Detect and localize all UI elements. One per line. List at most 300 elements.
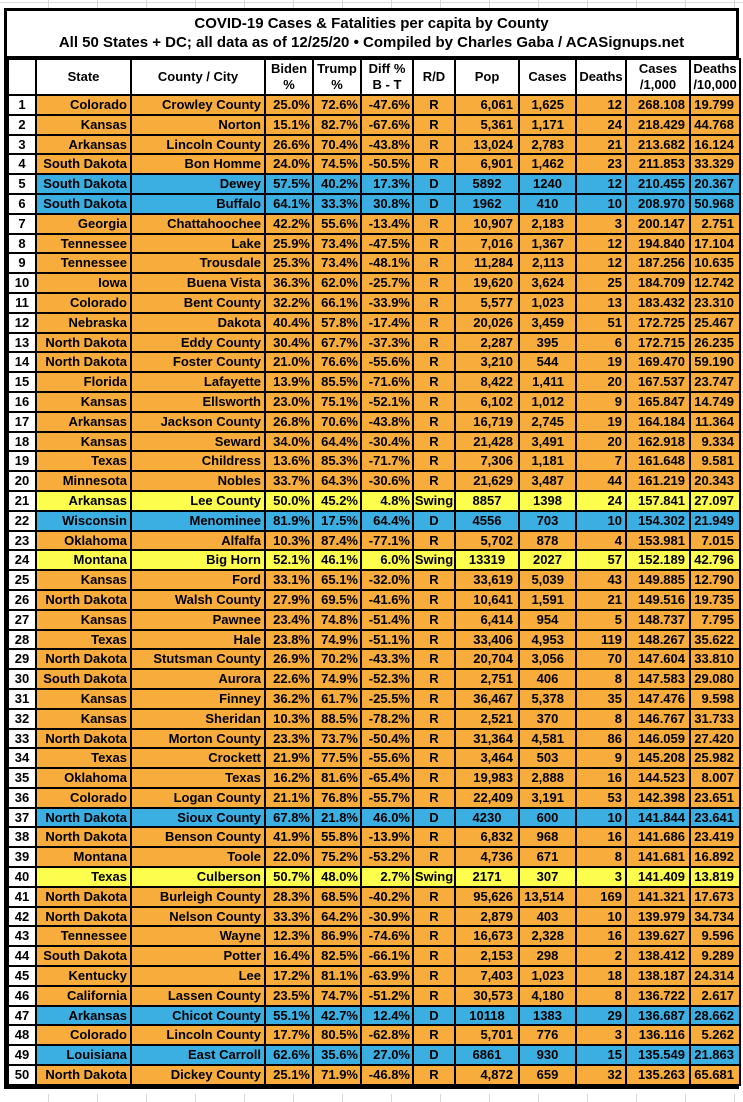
cases-per-1000-cell[interactable]: 184.709 (626, 273, 690, 293)
cases-cell[interactable]: 930 (519, 1045, 576, 1065)
diff-pct-cell[interactable]: -67.6% (361, 115, 413, 135)
party-cell[interactable]: R (413, 293, 455, 313)
diff-pct-cell[interactable]: -37.3% (361, 333, 413, 353)
cases-per-1000-cell[interactable]: 149.885 (626, 570, 690, 590)
deaths-per-10000-cell[interactable]: 27.420 (690, 729, 740, 749)
state-cell[interactable]: Tennessee (36, 234, 131, 254)
row-number[interactable]: 30 (8, 669, 36, 689)
row-number[interactable]: 35 (8, 768, 36, 788)
deaths-cell[interactable]: 25 (576, 273, 626, 293)
deaths-per-10000-cell[interactable]: 9.581 (690, 451, 740, 471)
deaths-cell[interactable]: 23 (576, 154, 626, 174)
pop-cell[interactable]: 20,704 (455, 649, 519, 669)
biden-pct-cell[interactable]: 33.1% (265, 570, 313, 590)
county-cell[interactable]: Big Horn (131, 550, 265, 570)
party-cell[interactable]: R (413, 966, 455, 986)
deaths-cell[interactable]: 2 (576, 946, 626, 966)
trump-pct-cell[interactable]: 85.5% (313, 372, 361, 392)
trump-pct-cell[interactable]: 40.2% (313, 174, 361, 194)
cases-per-1000-cell[interactable]: 194.840 (626, 234, 690, 254)
diff-pct-cell[interactable]: -41.6% (361, 590, 413, 610)
state-cell[interactable]: Kansas (36, 570, 131, 590)
diff-pct-cell[interactable]: -51.4% (361, 610, 413, 630)
row-number[interactable]: 40 (8, 867, 36, 887)
deaths-per-10000-cell[interactable]: 17.104 (690, 234, 740, 254)
trump-pct-cell[interactable]: 72.6% (313, 95, 361, 115)
cases-cell[interactable]: 2,745 (519, 412, 576, 432)
cases-per-1000-cell[interactable]: 154.302 (626, 511, 690, 531)
cases-cell[interactable]: 3,191 (519, 788, 576, 808)
pop-cell[interactable]: 8,422 (455, 372, 519, 392)
diff-pct-cell[interactable]: -48.1% (361, 253, 413, 273)
state-cell[interactable]: Kansas (36, 689, 131, 709)
state-cell[interactable]: Oklahoma (36, 768, 131, 788)
trump-pct-cell[interactable]: 74.7% (313, 986, 361, 1006)
diff-pct-cell[interactable]: -66.1% (361, 946, 413, 966)
county-cell[interactable]: Lake (131, 234, 265, 254)
deaths-per-10000-cell[interactable]: 2.751 (690, 214, 740, 234)
cases-cell[interactable]: 878 (519, 531, 576, 551)
deaths-per-10000-cell[interactable]: 7.015 (690, 531, 740, 551)
county-cell[interactable]: Burleigh County (131, 887, 265, 907)
trump-pct-cell[interactable]: 17.5% (313, 511, 361, 531)
deaths-per-10000-cell[interactable]: 9.289 (690, 946, 740, 966)
county-cell[interactable]: Foster County (131, 352, 265, 372)
diff-pct-cell[interactable]: -47.6% (361, 95, 413, 115)
pop-cell[interactable]: 8857 (455, 491, 519, 511)
row-number[interactable]: 10 (8, 273, 36, 293)
cases-cell[interactable]: 410 (519, 194, 576, 214)
county-cell[interactable]: Bent County (131, 293, 265, 313)
deaths-cell[interactable]: 10 (576, 907, 626, 927)
deaths-per-10000-cell[interactable]: 23.651 (690, 788, 740, 808)
row-number[interactable]: 14 (8, 352, 36, 372)
cases-cell[interactable]: 1383 (519, 1006, 576, 1026)
row-number[interactable]: 1 (8, 95, 36, 115)
row-number[interactable]: 26 (8, 590, 36, 610)
cases-cell[interactable]: 3,459 (519, 313, 576, 333)
county-cell[interactable]: Benson County (131, 827, 265, 847)
biden-pct-cell[interactable]: 40.4% (265, 313, 313, 333)
state-cell[interactable]: California (36, 986, 131, 1006)
trump-pct-cell[interactable]: 21.8% (313, 808, 361, 828)
cases-per-1000-cell[interactable]: 147.604 (626, 649, 690, 669)
deaths-per-10000-cell[interactable]: 25.467 (690, 313, 740, 333)
biden-pct-cell[interactable]: 33.7% (265, 471, 313, 491)
county-cell[interactable]: Dewey (131, 174, 265, 194)
deaths-cell[interactable]: 12 (576, 95, 626, 115)
trump-pct-cell[interactable]: 65.1% (313, 570, 361, 590)
party-cell[interactable]: R (413, 1065, 455, 1085)
trump-pct-cell[interactable]: 76.6% (313, 352, 361, 372)
biden-pct-cell[interactable]: 21.1% (265, 788, 313, 808)
party-cell[interactable]: D (413, 808, 455, 828)
biden-pct-cell[interactable]: 50.7% (265, 867, 313, 887)
pop-cell[interactable]: 2,751 (455, 669, 519, 689)
trump-pct-cell[interactable]: 33.3% (313, 194, 361, 214)
county-cell[interactable]: Dickey County (131, 1065, 265, 1085)
trump-pct-cell[interactable]: 88.5% (313, 709, 361, 729)
row-number[interactable]: 3 (8, 135, 36, 155)
state-cell[interactable]: North Dakota (36, 907, 131, 927)
deaths-per-10000-cell[interactable]: 10.635 (690, 253, 740, 273)
deaths-per-10000-cell[interactable]: 9.334 (690, 432, 740, 452)
county-cell[interactable]: Culberson (131, 867, 265, 887)
deaths-per-10000-cell[interactable]: 21.863 (690, 1045, 740, 1065)
deaths-per-10000-cell[interactable]: 65.681 (690, 1065, 740, 1085)
trump-pct-cell[interactable]: 74.9% (313, 630, 361, 650)
county-cell[interactable]: Trousdale (131, 253, 265, 273)
row-number[interactable]: 12 (8, 313, 36, 333)
cases-cell[interactable]: 954 (519, 610, 576, 630)
diff-pct-cell[interactable]: -47.5% (361, 234, 413, 254)
biden-pct-cell[interactable]: 33.3% (265, 907, 313, 927)
biden-pct-cell[interactable]: 10.3% (265, 709, 313, 729)
deaths-cell[interactable]: 29 (576, 1006, 626, 1026)
deaths-per-10000-cell[interactable]: 7.795 (690, 610, 740, 630)
county-cell[interactable]: Lincoln County (131, 135, 265, 155)
pop-cell[interactable]: 4556 (455, 511, 519, 531)
cases-per-1000-cell[interactable]: 161.648 (626, 451, 690, 471)
biden-pct-cell[interactable]: 21.0% (265, 352, 313, 372)
biden-pct-cell[interactable]: 25.1% (265, 1065, 313, 1085)
deaths-per-10000-cell[interactable]: 35.622 (690, 630, 740, 650)
cases-per-1000-cell[interactable]: 157.841 (626, 491, 690, 511)
pop-cell[interactable]: 6,832 (455, 827, 519, 847)
cases-cell[interactable]: 1,023 (519, 966, 576, 986)
pop-cell[interactable]: 5892 (455, 174, 519, 194)
state-cell[interactable]: Oklahoma (36, 531, 131, 551)
diff-pct-cell[interactable]: -52.3% (361, 669, 413, 689)
pop-cell[interactable]: 4230 (455, 808, 519, 828)
cases-cell[interactable]: 3,624 (519, 273, 576, 293)
state-cell[interactable]: Kansas (36, 392, 131, 412)
trump-pct-cell[interactable]: 87.4% (313, 531, 361, 551)
deaths-cell[interactable]: 7 (576, 451, 626, 471)
diff-pct-cell[interactable]: -25.7% (361, 273, 413, 293)
row-number[interactable]: 37 (8, 808, 36, 828)
row-number[interactable]: 49 (8, 1045, 36, 1065)
diff-pct-cell[interactable]: -52.1% (361, 392, 413, 412)
diff-pct-cell[interactable]: -74.6% (361, 926, 413, 946)
deaths-per-10000-cell[interactable]: 33.810 (690, 649, 740, 669)
cases-cell[interactable]: 1,181 (519, 451, 576, 471)
county-cell[interactable]: Texas (131, 768, 265, 788)
row-number[interactable]: 8 (8, 234, 36, 254)
row-number[interactable]: 33 (8, 729, 36, 749)
deaths-per-10000-cell[interactable]: 42.796 (690, 550, 740, 570)
trump-pct-cell[interactable]: 46.1% (313, 550, 361, 570)
cases-cell[interactable]: 1,012 (519, 392, 576, 412)
state-cell[interactable]: Tennessee (36, 253, 131, 273)
party-cell[interactable]: R (413, 729, 455, 749)
deaths-cell[interactable]: 15 (576, 1045, 626, 1065)
county-cell[interactable]: Sioux County (131, 808, 265, 828)
state-cell[interactable]: Montana (36, 550, 131, 570)
deaths-cell[interactable]: 35 (576, 689, 626, 709)
deaths-cell[interactable]: 10 (576, 808, 626, 828)
trump-pct-cell[interactable]: 74.9% (313, 669, 361, 689)
diff-pct-cell[interactable]: 64.4% (361, 511, 413, 531)
deaths-cell[interactable]: 6 (576, 333, 626, 353)
trump-pct-cell[interactable]: 82.7% (313, 115, 361, 135)
cases-per-1000-cell[interactable]: 208.970 (626, 194, 690, 214)
pop-cell[interactable]: 33,619 (455, 570, 519, 590)
cases-per-1000-cell[interactable]: 218.429 (626, 115, 690, 135)
county-cell[interactable]: Lee County (131, 491, 265, 511)
diff-pct-cell[interactable]: -32.0% (361, 570, 413, 590)
trump-pct-cell[interactable]: 85.3% (313, 451, 361, 471)
cases-per-1000-cell[interactable]: 167.537 (626, 372, 690, 392)
county-cell[interactable]: East Carroll (131, 1045, 265, 1065)
row-number[interactable]: 50 (8, 1065, 36, 1085)
trump-pct-cell[interactable]: 81.1% (313, 966, 361, 986)
pop-cell[interactable]: 16,719 (455, 412, 519, 432)
biden-pct-cell[interactable]: 24.0% (265, 154, 313, 174)
deaths-cell[interactable]: 19 (576, 352, 626, 372)
biden-pct-cell[interactable]: 13.6% (265, 451, 313, 471)
cases-per-1000-cell[interactable]: 147.583 (626, 669, 690, 689)
state-cell[interactable]: Kansas (36, 610, 131, 630)
county-cell[interactable]: Bon Homme (131, 154, 265, 174)
row-number[interactable]: 20 (8, 471, 36, 491)
diff-pct-cell[interactable]: -43.8% (361, 135, 413, 155)
cases-cell[interactable]: 2,183 (519, 214, 576, 234)
trump-pct-cell[interactable]: 62.0% (313, 273, 361, 293)
cases-cell[interactable]: 968 (519, 827, 576, 847)
cases-per-1000-cell[interactable]: 136.722 (626, 986, 690, 1006)
party-cell[interactable]: R (413, 590, 455, 610)
row-number[interactable]: 22 (8, 511, 36, 531)
cases-cell[interactable]: 1,171 (519, 115, 576, 135)
party-cell[interactable]: R (413, 986, 455, 1006)
state-cell[interactable]: Texas (36, 451, 131, 471)
party-cell[interactable]: R (413, 531, 455, 551)
trump-pct-cell[interactable]: 42.7% (313, 1006, 361, 1026)
state-cell[interactable]: Arkansas (36, 491, 131, 511)
diff-pct-cell[interactable]: 6.0% (361, 550, 413, 570)
biden-pct-cell[interactable]: 21.9% (265, 748, 313, 768)
deaths-cell[interactable]: 3 (576, 1025, 626, 1045)
pop-cell[interactable]: 10,907 (455, 214, 519, 234)
cases-cell[interactable]: 395 (519, 333, 576, 353)
deaths-per-10000-cell[interactable]: 23.747 (690, 372, 740, 392)
pop-cell[interactable]: 19,983 (455, 768, 519, 788)
deaths-per-10000-cell[interactable]: 44.768 (690, 115, 740, 135)
cases-per-1000-cell[interactable]: 164.184 (626, 412, 690, 432)
county-cell[interactable]: Morton County (131, 729, 265, 749)
cases-per-1000-cell[interactable]: 141.409 (626, 867, 690, 887)
cases-per-1000-cell[interactable]: 200.147 (626, 214, 690, 234)
deaths-cell[interactable]: 169 (576, 887, 626, 907)
county-cell[interactable]: Chattahoochee (131, 214, 265, 234)
state-cell[interactable]: Kansas (36, 115, 131, 135)
cases-per-1000-cell[interactable]: 141.686 (626, 827, 690, 847)
county-cell[interactable]: Jackson County (131, 412, 265, 432)
deaths-per-10000-cell[interactable]: 28.662 (690, 1006, 740, 1026)
deaths-per-10000-cell[interactable]: 21.949 (690, 511, 740, 531)
party-cell[interactable]: R (413, 1025, 455, 1045)
deaths-cell[interactable]: 10 (576, 194, 626, 214)
county-cell[interactable]: Toole (131, 847, 265, 867)
trump-pct-cell[interactable]: 75.1% (313, 392, 361, 412)
deaths-per-10000-cell[interactable]: 9.598 (690, 689, 740, 709)
cases-per-1000-cell[interactable]: 145.208 (626, 748, 690, 768)
cases-cell[interactable]: 2027 (519, 550, 576, 570)
county-cell[interactable]: Seward (131, 432, 265, 452)
biden-pct-cell[interactable]: 26.6% (265, 135, 313, 155)
trump-pct-cell[interactable]: 86.9% (313, 926, 361, 946)
trump-pct-cell[interactable]: 81.6% (313, 768, 361, 788)
trump-pct-cell[interactable]: 73.7% (313, 729, 361, 749)
party-cell[interactable]: R (413, 234, 455, 254)
pop-cell[interactable]: 5,577 (455, 293, 519, 313)
county-cell[interactable]: Crockett (131, 748, 265, 768)
state-cell[interactable]: North Dakota (36, 590, 131, 610)
row-number[interactable]: 11 (8, 293, 36, 313)
trump-pct-cell[interactable]: 35.6% (313, 1045, 361, 1065)
party-cell[interactable]: R (413, 788, 455, 808)
diff-pct-cell[interactable]: 27.0% (361, 1045, 413, 1065)
party-cell[interactable]: Swing (413, 491, 455, 511)
biden-pct-cell[interactable]: 25.0% (265, 95, 313, 115)
party-cell[interactable]: R (413, 333, 455, 353)
party-cell[interactable]: R (413, 847, 455, 867)
diff-pct-cell[interactable]: -71.6% (361, 372, 413, 392)
state-cell[interactable]: Tennessee (36, 926, 131, 946)
row-number[interactable]: 34 (8, 748, 36, 768)
party-cell[interactable]: D (413, 194, 455, 214)
deaths-per-10000-cell[interactable]: 17.673 (690, 887, 740, 907)
trump-pct-cell[interactable]: 48.0% (313, 867, 361, 887)
row-number[interactable]: 6 (8, 194, 36, 214)
cases-per-1000-cell[interactable]: 138.187 (626, 966, 690, 986)
party-cell[interactable]: R (413, 649, 455, 669)
deaths-cell[interactable]: 43 (576, 570, 626, 590)
deaths-per-10000-cell[interactable]: 8.007 (690, 768, 740, 788)
biden-pct-cell[interactable]: 42.2% (265, 214, 313, 234)
biden-pct-cell[interactable]: 13.9% (265, 372, 313, 392)
deaths-cell[interactable]: 13 (576, 293, 626, 313)
diff-pct-cell[interactable]: -63.9% (361, 966, 413, 986)
deaths-cell[interactable]: 3 (576, 867, 626, 887)
party-cell[interactable]: R (413, 689, 455, 709)
biden-pct-cell[interactable]: 10.3% (265, 531, 313, 551)
row-number[interactable]: 39 (8, 847, 36, 867)
cases-per-1000-cell[interactable]: 172.725 (626, 313, 690, 333)
cases-cell[interactable]: 13,514 (519, 887, 576, 907)
pop-cell[interactable]: 5,701 (455, 1025, 519, 1045)
party-cell[interactable]: R (413, 827, 455, 847)
state-cell[interactable]: Montana (36, 847, 131, 867)
party-cell[interactable]: R (413, 273, 455, 293)
deaths-per-10000-cell[interactable]: 29.080 (690, 669, 740, 689)
biden-pct-cell[interactable]: 23.8% (265, 630, 313, 650)
party-cell[interactable]: R (413, 451, 455, 471)
row-number[interactable]: 31 (8, 689, 36, 709)
trump-pct-cell[interactable]: 73.4% (313, 234, 361, 254)
deaths-cell[interactable]: 8 (576, 669, 626, 689)
cases-per-1000-cell[interactable]: 213.682 (626, 135, 690, 155)
biden-pct-cell[interactable]: 22.6% (265, 669, 313, 689)
cases-per-1000-cell[interactable]: 136.687 (626, 1006, 690, 1026)
pop-cell[interactable]: 30,573 (455, 986, 519, 1006)
row-number[interactable]: 18 (8, 432, 36, 452)
cases-cell[interactable]: 1,625 (519, 95, 576, 115)
cases-cell[interactable]: 2,888 (519, 768, 576, 788)
pop-cell[interactable]: 1962 (455, 194, 519, 214)
deaths-per-10000-cell[interactable]: 34.734 (690, 907, 740, 927)
diff-pct-cell[interactable]: -30.4% (361, 432, 413, 452)
state-cell[interactable]: Kansas (36, 432, 131, 452)
county-cell[interactable]: Dakota (131, 313, 265, 333)
party-cell[interactable]: R (413, 432, 455, 452)
state-cell[interactable]: Texas (36, 867, 131, 887)
party-cell[interactable]: Swing (413, 550, 455, 570)
biden-pct-cell[interactable]: 23.0% (265, 392, 313, 412)
deaths-per-10000-cell[interactable]: 23.310 (690, 293, 740, 313)
trump-pct-cell[interactable]: 55.6% (313, 214, 361, 234)
county-cell[interactable]: Nelson County (131, 907, 265, 927)
pop-cell[interactable]: 13,024 (455, 135, 519, 155)
county-cell[interactable]: Ford (131, 570, 265, 590)
pop-cell[interactable]: 7,403 (455, 966, 519, 986)
pop-cell[interactable]: 20,026 (455, 313, 519, 333)
county-cell[interactable]: Aurora (131, 669, 265, 689)
deaths-cell[interactable]: 119 (576, 630, 626, 650)
state-cell[interactable]: Arkansas (36, 1006, 131, 1026)
deaths-cell[interactable]: 51 (576, 313, 626, 333)
state-cell[interactable]: Kentucky (36, 966, 131, 986)
biden-pct-cell[interactable]: 64.1% (265, 194, 313, 214)
row-number[interactable]: 5 (8, 174, 36, 194)
row-number[interactable]: 48 (8, 1025, 36, 1045)
deaths-per-10000-cell[interactable]: 2.617 (690, 986, 740, 1006)
biden-pct-cell[interactable]: 52.1% (265, 550, 313, 570)
party-cell[interactable]: R (413, 372, 455, 392)
party-cell[interactable]: R (413, 412, 455, 432)
row-number[interactable]: 41 (8, 887, 36, 907)
diff-pct-cell[interactable]: -55.6% (361, 748, 413, 768)
diff-pct-cell[interactable]: -40.2% (361, 887, 413, 907)
biden-pct-cell[interactable]: 23.3% (265, 729, 313, 749)
diff-pct-cell[interactable]: -46.8% (361, 1065, 413, 1085)
biden-pct-cell[interactable]: 25.9% (265, 234, 313, 254)
diff-pct-cell[interactable]: -55.7% (361, 788, 413, 808)
cases-cell[interactable]: 1398 (519, 491, 576, 511)
cases-per-1000-cell[interactable]: 146.767 (626, 709, 690, 729)
pop-cell[interactable]: 22,409 (455, 788, 519, 808)
diff-pct-cell[interactable]: -50.5% (361, 154, 413, 174)
row-number[interactable]: 24 (8, 550, 36, 570)
row-number[interactable]: 17 (8, 412, 36, 432)
pop-cell[interactable]: 6861 (455, 1045, 519, 1065)
diff-pct-cell[interactable]: -65.4% (361, 768, 413, 788)
trump-pct-cell[interactable]: 82.5% (313, 946, 361, 966)
state-cell[interactable]: Colorado (36, 293, 131, 313)
row-number[interactable]: 16 (8, 392, 36, 412)
diff-pct-cell[interactable]: 17.3% (361, 174, 413, 194)
party-cell[interactable]: R (413, 352, 455, 372)
county-cell[interactable]: Walsh County (131, 590, 265, 610)
diff-pct-cell[interactable]: 2.7% (361, 867, 413, 887)
state-cell[interactable]: Colorado (36, 788, 131, 808)
biden-pct-cell[interactable]: 34.0% (265, 432, 313, 452)
state-cell[interactable]: North Dakota (36, 352, 131, 372)
row-number[interactable]: 25 (8, 570, 36, 590)
diff-pct-cell[interactable]: -13.9% (361, 827, 413, 847)
biden-pct-cell[interactable]: 67.8% (265, 808, 313, 828)
